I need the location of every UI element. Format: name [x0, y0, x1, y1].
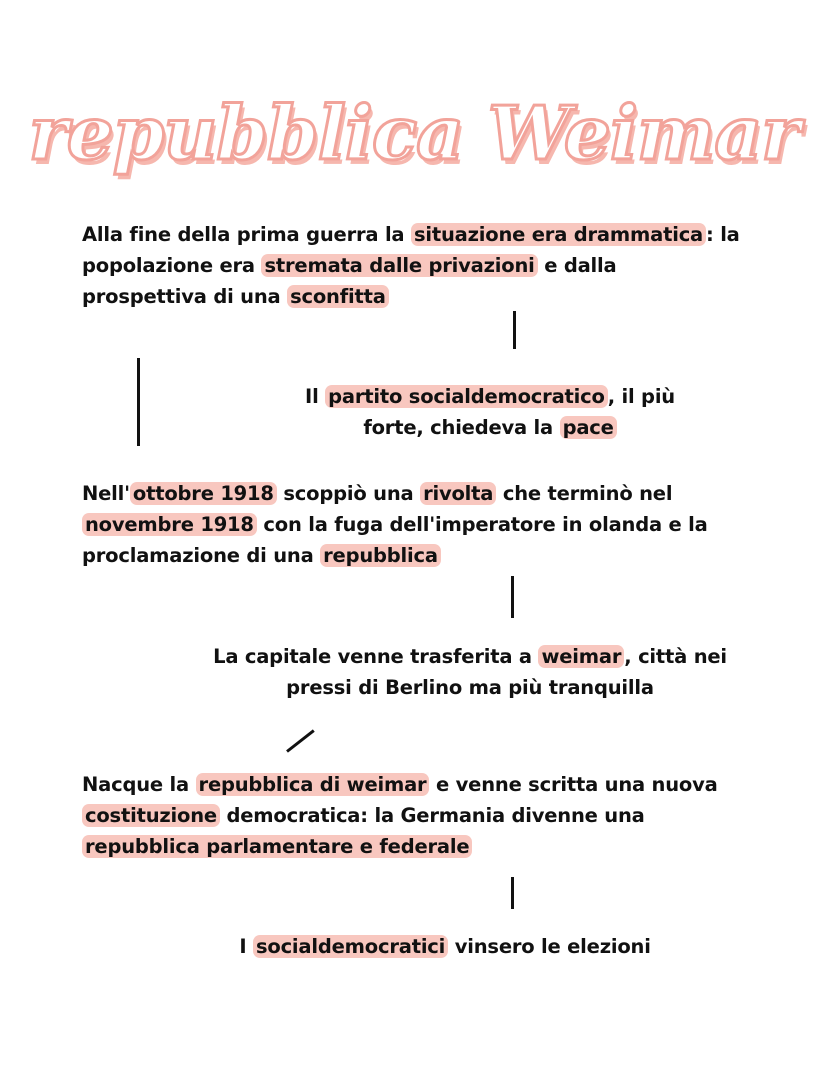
text-line [82, 281, 740, 312]
highlight: repubblica parlamentare e federale [82, 835, 472, 858]
text-line [82, 509, 708, 540]
highlight: rivolta [420, 482, 496, 505]
text: , città nei [624, 645, 727, 668]
highlight: weimar [538, 645, 624, 668]
text: e dalla [537, 254, 617, 277]
text-line [82, 478, 708, 509]
highlight: partito socialdemocratico [325, 385, 608, 408]
text-line [82, 800, 718, 831]
text-line [82, 250, 740, 281]
highlight: socialdemocratici [253, 935, 448, 958]
text: prospettiva di una [82, 285, 288, 308]
highlight: situazione era drammatica [411, 223, 706, 246]
text-line [260, 381, 720, 412]
highlight: repubblica di weimar [196, 773, 430, 796]
paragraph-capital-weimar [185, 641, 755, 703]
paragraph-elections [185, 931, 705, 962]
highlight: sconfitta [287, 285, 389, 308]
text-line [185, 641, 755, 672]
paragraph-end-of-war [82, 219, 740, 312]
connector-line [137, 358, 140, 446]
text: con la fuga dell'imperatore in olanda e la [256, 513, 708, 536]
text: Nacque la [82, 773, 196, 796]
text: Nell' [82, 482, 130, 505]
highlight: costituzione [82, 804, 220, 827]
highlight: novembre 1918 [82, 513, 257, 536]
highlight: stremata dalle privazioni [261, 254, 537, 277]
text-line [82, 831, 718, 862]
text-line [260, 412, 720, 443]
text: e venne scritta una nuova [429, 773, 718, 796]
text: pressi di Berlino ma più tranquilla [286, 676, 654, 699]
connector-line [511, 576, 514, 618]
text-line [185, 931, 705, 962]
text: forte, chiedeva la [363, 416, 560, 439]
text-line [82, 540, 708, 571]
highlight: ottobre 1918 [130, 482, 277, 505]
text: scoppiò una [276, 482, 421, 505]
text: che terminò nel [496, 482, 673, 505]
text-line [185, 672, 755, 703]
text: Alla fine della prima guerra la [82, 223, 411, 246]
text: Il [305, 385, 326, 408]
text: : la [706, 223, 740, 246]
highlight: repubblica [320, 544, 441, 567]
text: , il più [607, 385, 675, 408]
paragraph-weimar-republic [82, 769, 718, 862]
text: democratica: la Germania divenne una [219, 804, 645, 827]
paragraph-socialdemocrats-peace [260, 381, 720, 443]
text: popolazione era [82, 254, 262, 277]
connector-line [286, 729, 315, 752]
connector-line [513, 311, 516, 349]
text-line [82, 769, 718, 800]
text: vinsero le elezioni [448, 935, 651, 958]
highlight: pace [560, 416, 617, 439]
text: La capitale venne trasferita a [213, 645, 539, 668]
text: I [239, 935, 253, 958]
page-title: repubblica Weimar [28, 91, 800, 177]
text: proclamazione di una [82, 544, 321, 567]
connector-line [511, 877, 514, 909]
text-line [82, 219, 740, 250]
paragraph-revolt-1918 [82, 478, 708, 571]
